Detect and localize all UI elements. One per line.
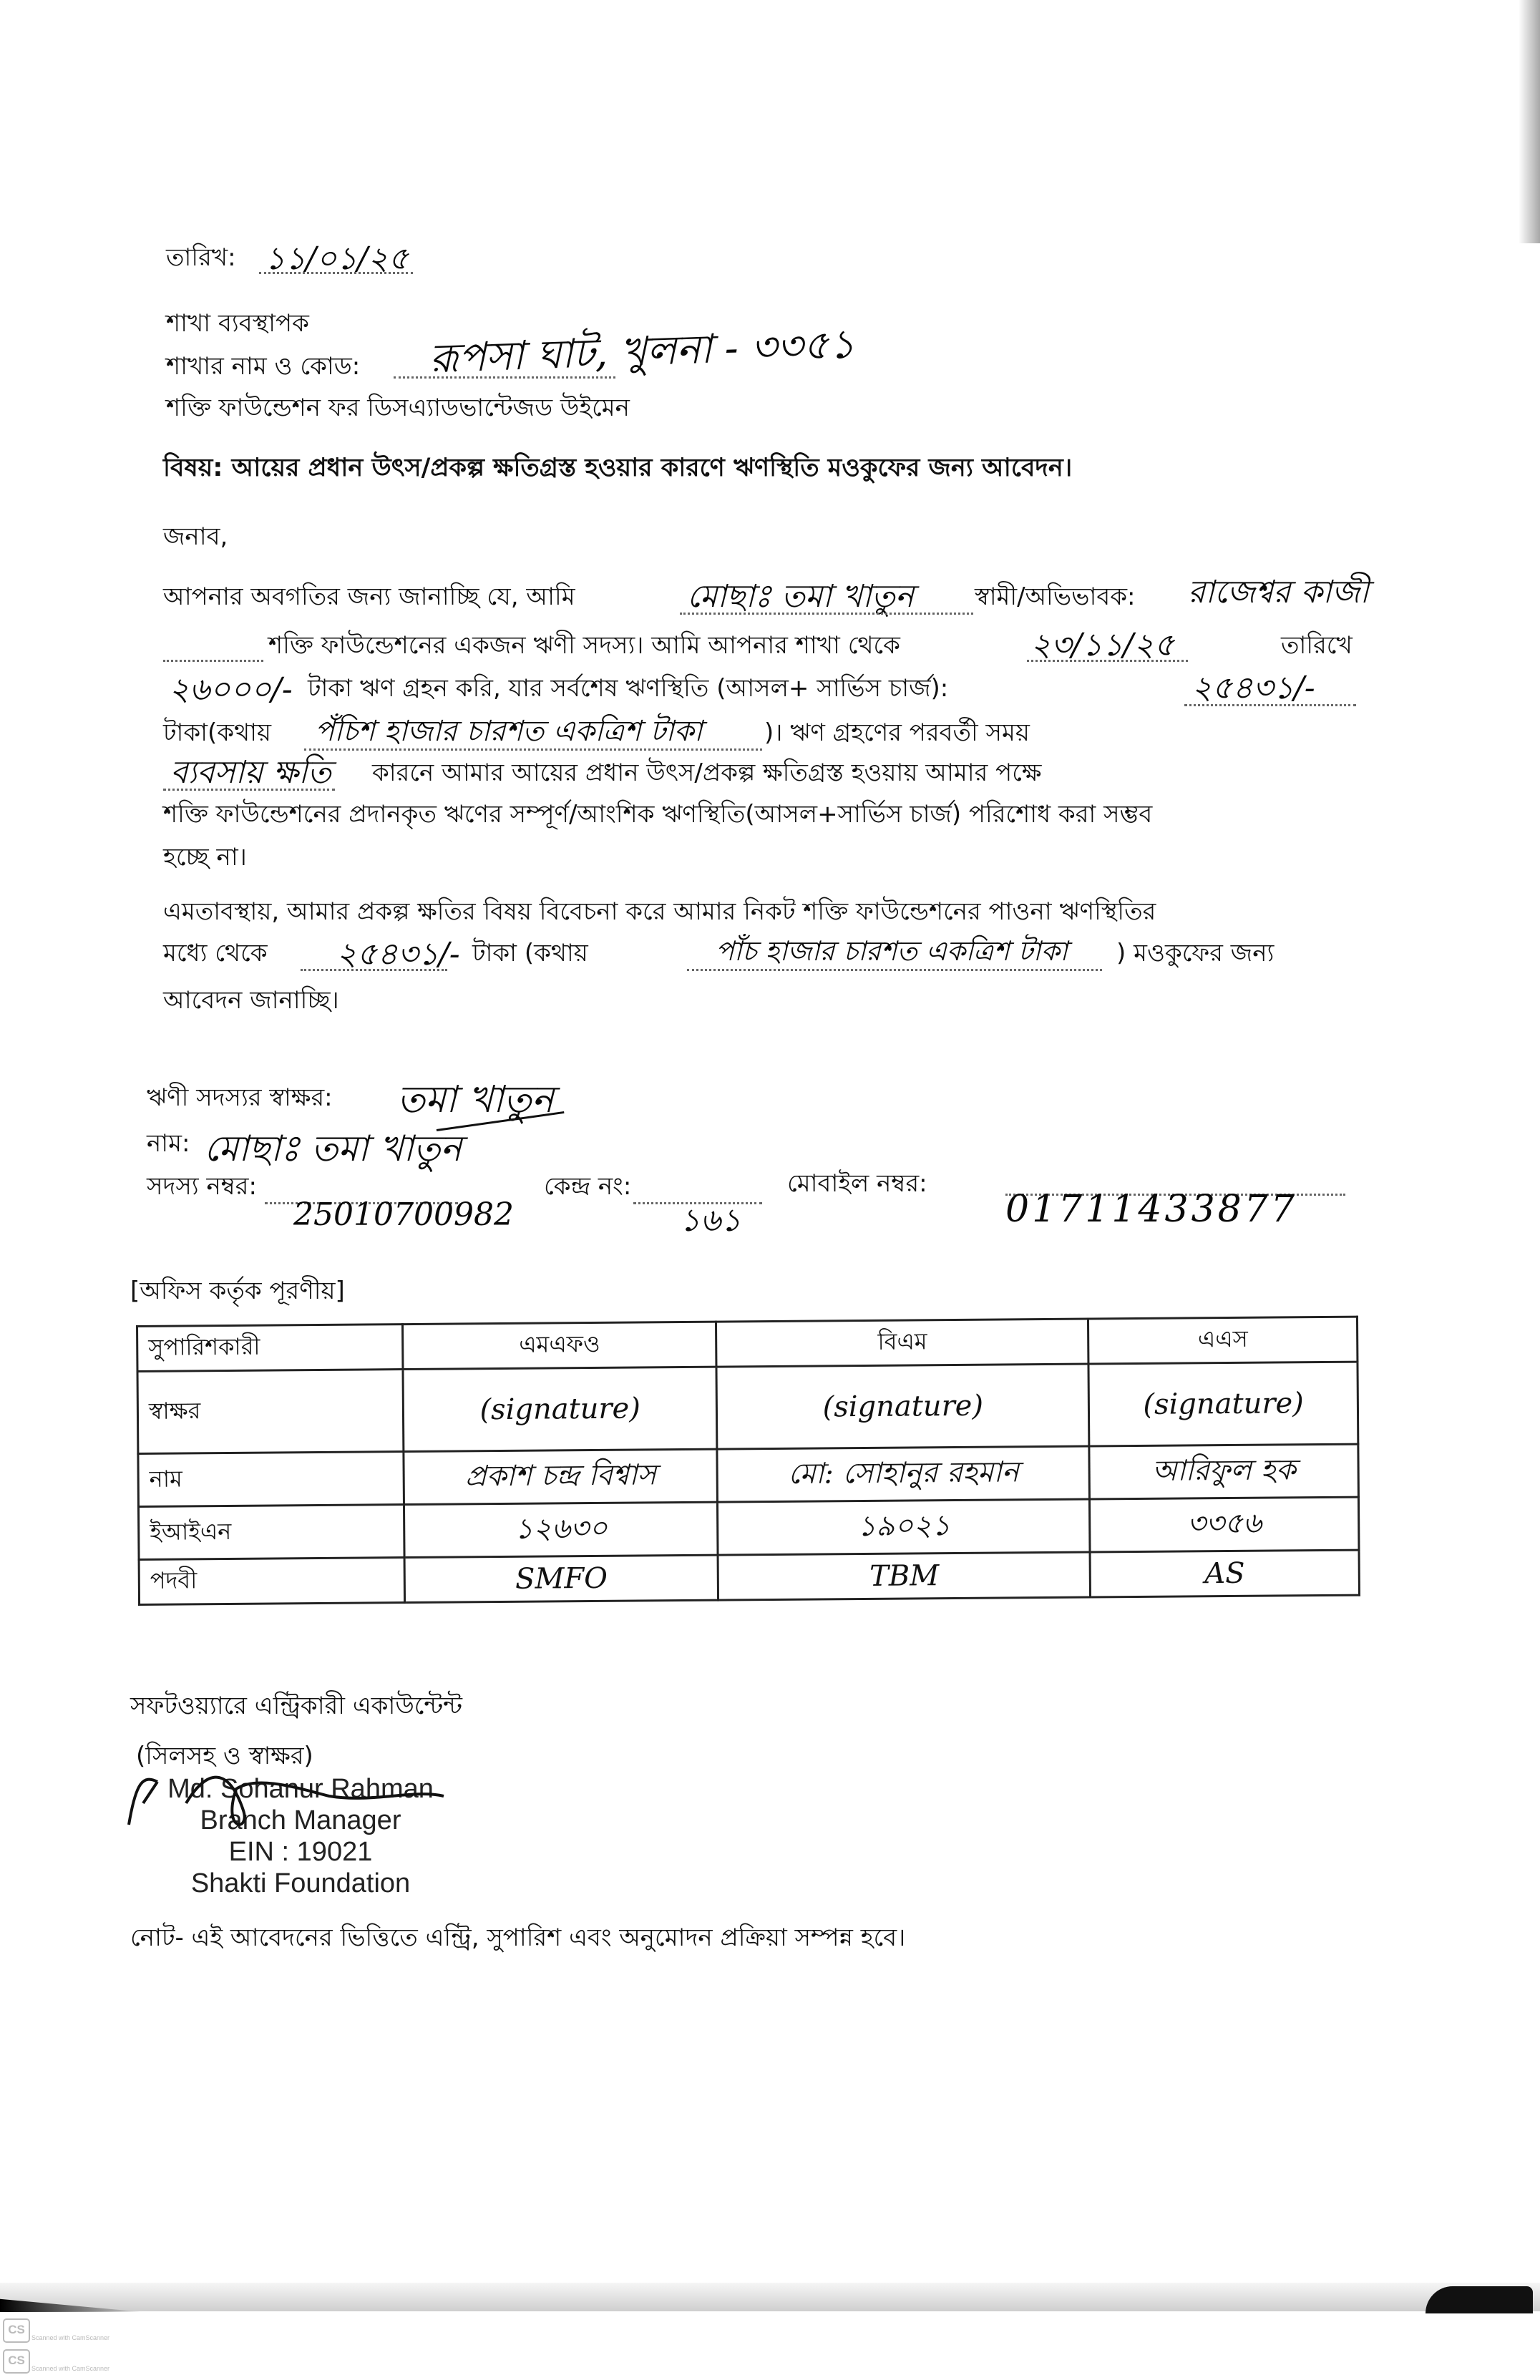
dotted-line — [163, 660, 263, 662]
camscanner-logo-icon: CS — [3, 2318, 30, 2343]
scan-bottom-edge — [0, 2283, 1540, 2311]
body-text: এমতাবস্থায়, আমার প্রকল্প ক্ষতির বিষয় বিবেচনা করে আমার নিকট শক্তি ফাউন্ডেশনের পাওনা ঋণস্থিতির — [163, 897, 1156, 926]
office-section-title: [অফিস কর্তৃক পূরণীয়] — [130, 1277, 345, 1305]
loan-amount-field: ২৬০০০/- — [169, 671, 293, 708]
member-signature: তমা খাতুন — [397, 1078, 554, 1121]
office-recommendation-table — [136, 1316, 1360, 1606]
body-text: আবেদন জানাচ্ছি। — [163, 986, 339, 1015]
branch-dotted-line — [394, 376, 615, 379]
salutation: জনাব, — [163, 522, 228, 551]
column-header: এমএফও — [403, 1322, 717, 1369]
dotted-line — [680, 613, 973, 615]
body-text: শক্তি ফাউন্ডেশনের প্রদানকৃত ঋণের সম্পূর্ণ/আংশিক ঋণস্থিতি(আসল+সার্ভিস চার্জ) পরিশোধ করা সম্ভব — [163, 800, 1153, 829]
center-no-value: ১৬১ — [680, 1202, 741, 1239]
body-text: স্বামী/অভিভাবক: — [975, 582, 1136, 611]
dotted-line — [304, 748, 762, 751]
body-text: কারনে আমার আয়ের প্রধান উৎস/প্রকল্প ক্ষতিগ্রস্ত হওয়ায় আমার পক্ষে — [372, 759, 1042, 787]
table-row — [139, 1550, 1359, 1604]
mfo-name: প্রকাশ চন্দ্র বিশ্বাস — [404, 1449, 718, 1504]
bm-name: মো: সোহানুর রহমান — [717, 1446, 1089, 1502]
subject-line: বিষয়: আয়ের প্রধান উৎস/প্রকল্প ক্ষতিগ্রস্ত হওয়ার কারণে ঋণস্থিতি মওকুফের জন্য আবেদন। — [163, 454, 1073, 482]
as-designation: AS — [1090, 1550, 1359, 1597]
bm-signature: (signature) — [716, 1364, 1089, 1449]
stamp-org: Shakti Foundation — [190, 1868, 411, 1898]
stamp-ein: EIN : 19021 — [228, 1837, 373, 1867]
body-text: ) মওকুফের জন্য — [1116, 939, 1275, 967]
dotted-line — [1184, 704, 1356, 706]
dotted-line — [163, 789, 335, 791]
column-header: বিএম — [716, 1319, 1088, 1367]
organization-name: শক্তি ফাউন্ডেশন ফর ডিসএ্যাডভান্টেজড উইমেন — [166, 394, 630, 422]
mobile-value: 01711433877 — [1005, 1188, 1297, 1231]
bm-ein: ১৯০২১ — [718, 1499, 1090, 1555]
row-label: স্বাক্ষর — [137, 1370, 404, 1454]
dotted-line — [687, 969, 1102, 971]
scan-edge-shadow — [1519, 0, 1540, 243]
dotted-line — [1027, 660, 1188, 662]
column-header: সুপারিশকারী — [137, 1325, 403, 1372]
body-text: আপনার অবগতির জন্য জানাচ্ছি যে, আমি — [163, 582, 575, 611]
body-text: টাকা(কথায় — [163, 718, 271, 747]
mfo-designation: SMFO — [404, 1555, 718, 1602]
body-text: হচ্ছে না। — [163, 843, 247, 872]
body-text: টাকা (কথায় — [472, 939, 588, 967]
footer-note: নোট- এই আবেদনের ভিত্তিতে এন্ট্রি, সুপারিশ এবং অনুমোদন প্রক্রিয়া সম্পন্ন হবে। — [130, 1923, 906, 1952]
column-header: এএস — [1088, 1317, 1358, 1364]
branch-value: রূপসা ঘাট, খুলনা - ৩৩৫১ — [428, 321, 856, 383]
mobile-label: মোবাইল নম্বর: — [787, 1169, 927, 1198]
member-signature-label: ঋণী সদস্যর স্বাক্ষর: — [147, 1083, 333, 1112]
as-ein: ৩৩৫৬ — [1090, 1497, 1359, 1552]
member-name-field: মোছাঃ তমা খাতুন — [687, 578, 915, 615]
reason-field: ব্যবসায় ক্ষতি — [170, 754, 331, 791]
branch-label: শাখার নাম ও কোড: — [166, 352, 361, 381]
recipient-title: শাখা ব্যবস্থাপক — [166, 309, 309, 338]
table-row — [138, 1497, 1359, 1559]
row-label: নাম — [138, 1452, 404, 1507]
bm-designation: TBM — [718, 1552, 1090, 1600]
waiver-words-field: পাঁচ হাজার চারশত একত্রিশ টাকা — [716, 935, 1068, 967]
mfo-signature: (signature) — [403, 1367, 717, 1451]
seal-label: (সিলসহ ও স্বাক্ষর) — [136, 1742, 313, 1770]
date-value: ১১/০১/২৫ — [265, 240, 409, 277]
date-dotted-line — [259, 272, 413, 274]
accountant-label: সফটওয়্যারে এন্ট্রিকারী একাউন্টেন্ট — [130, 1692, 462, 1720]
waiver-amount-field: ২৫৪৩১/- — [336, 936, 460, 972]
dotted-line — [301, 969, 447, 971]
body-text: )। ঋণ গ্রহণের পরবর্তী সময় — [764, 718, 1030, 747]
manager-signature-icon — [114, 1760, 458, 1839]
camscanner-logo-icon: CS — [3, 2349, 30, 2374]
body-text: মধ্যে থেকে — [163, 939, 268, 967]
body-text: শক্তি ফাউন্ডেশনের একজন ঋণী সদস্য। আমি আপনার শাখা থেকে — [268, 631, 900, 660]
body-text: তারিখে — [1281, 631, 1353, 660]
guardian-name-field: রাজেশ্বর কাজী — [1188, 574, 1369, 610]
stamp-name: Md. Sohanur Rahman — [167, 1774, 434, 1804]
outstanding-words-field: পঁচিশ হাজার চারশত একত্রিশ টাকা — [315, 715, 703, 748]
member-name-value: মোছাঃ তমা খাতুন — [204, 1128, 462, 1169]
body-text: টাকা ঋণ গ্রহন করি, যার সর্বশেষ ঋণস্থিতি (আসল+ সার্ভিস চার্জ): — [308, 674, 949, 703]
member-no-label: সদস্য নম্বর: — [147, 1172, 257, 1201]
outstanding-amount-field: ২৫৪৩১/- — [1191, 670, 1315, 706]
center-no-label: কেন্দ্র নং: — [544, 1172, 632, 1201]
table-row — [137, 1362, 1358, 1453]
member-no-value: 25010700982 — [293, 1196, 514, 1233]
table-row — [138, 1444, 1359, 1506]
as-signature: (signature) — [1088, 1362, 1358, 1446]
date-label: তারিখ: — [166, 243, 236, 272]
row-label: ইআইএন — [138, 1505, 404, 1560]
mfo-ein: ১২৬৩০ — [404, 1502, 718, 1557]
row-label: পদবী — [139, 1558, 404, 1605]
stamp-title: Branch Manager — [200, 1805, 401, 1835]
camscanner-label: Scanned with CamScanner — [31, 2334, 110, 2341]
loan-date-field: ২৩/১১/২৫ — [1030, 627, 1175, 663]
scan-corner-blob — [1426, 2286, 1533, 2313]
camscanner-label: Scanned with CamScanner — [31, 2365, 110, 2372]
member-name-label: নাম: — [147, 1129, 190, 1158]
as-name: আরিফুল হক — [1089, 1444, 1358, 1499]
